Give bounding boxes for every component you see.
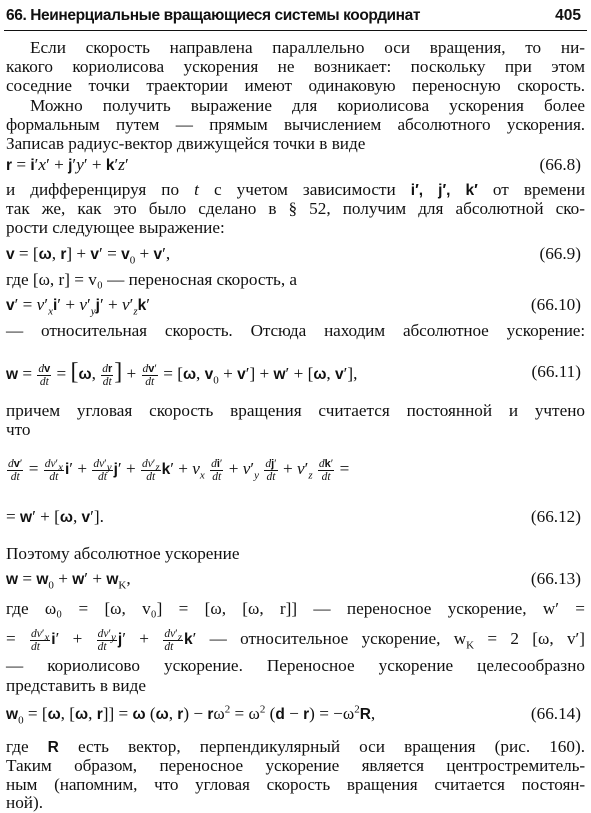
- equation-66-12: [6, 506, 585, 528]
- text-line: представить в виде: [6, 676, 146, 695]
- text-line: Если скорость направлена параллельно оси вращения, то ни-: [30, 38, 585, 57]
- text-line: какого кориолисова ускорения не возникает: поскольку при этом: [6, 57, 585, 76]
- equation-formula: $w_0 = [\omega$, [ω, r]] = ω (ω, $r) - r\omega^2 = \omega^2$ $(d - r) = -\omega^2R$,: [6, 703, 376, 727]
- equation-formula: $v' = v'_xi' + v'_yj' + v'_zk'$: [6, 295, 151, 318]
- text-line: ным (напомним, что угловая скорость вращения считается постоян-: [6, 775, 585, 794]
- text-line: Можно получить выражение для кориолисова ускорения более: [30, 96, 585, 115]
- equation-number: (66.12): [530, 507, 581, 526]
- text-line: Поэтому абсолютное ускорение: [6, 544, 240, 563]
- equation-formula: w = $\frac{dv}{dt}$ = [ω, $\frac{dr}{dt}$ ] + $\frac{dv'}{dt}$ = [ω, $v_0 + v'] + w' + [\omega$, v′],: [6, 359, 358, 388]
- equation-number: (66.10): [530, 295, 581, 314]
- equation-66-8: [6, 154, 585, 176]
- text-line: = $\frac{dv'_x}{dt}$ i′ + $\frac{dv'_y}{dt}$ j′ + $\frac{dv'_z}{dt}$ k′ — относительное ускорение, $w_K = 2$ [ω, v′]: [6, 627, 586, 653]
- text-line: — относительная скорость. Отсюда находим абсолютное ускорение:: [6, 321, 585, 340]
- equation-number: (66.14): [530, 704, 581, 723]
- equation-formula: v = [ω, $r] + v' = v_0 + v'$,: [6, 244, 171, 267]
- page-number: 405: [555, 7, 581, 24]
- page-header: [4, 4, 587, 31]
- equation-formula: $w = w_0 + w' + w_K$,: [6, 569, 131, 592]
- equation-66-11: [6, 356, 585, 388]
- text-line: причем угловая скорость вращения считается постоянной и учтено: [6, 401, 585, 420]
- equation-formula: $\frac{dv'}{dt}$ = $\frac{dv'_x}{dt}$ i′ + $\frac{dv'_y}{dt}$ j′ + $\frac{dv'_z}{dt}$ $k' + v_x$ $\frac{di'}{dt}$ + $v'_y$ $\frac{dj'}{dt}$ + $v'_z$ $\frac{dk'}{dt}$ =: [8, 457, 350, 483]
- text-line: соседние точки траектории имеют одинаковую переносную скорость.: [6, 76, 585, 95]
- text-line: ной).: [6, 793, 44, 812]
- text-line: и дифференцируя по t с учетом зависимости i′, j′, k′ от времени: [6, 180, 586, 199]
- equation-number: (66.8): [539, 155, 581, 174]
- equation-66-10: [6, 294, 585, 316]
- equation-number: (66.11): [531, 362, 581, 381]
- text-line: где ω₀ = [ω, v₀] = [ω, [ω, r]] — переносное ускорение, w′ =: [6, 599, 585, 618]
- equation-number: (66.9): [539, 244, 581, 263]
- text-line: формальным путем — прямым вычислением абсолютного ускорения.: [6, 115, 585, 134]
- text-line: что: [6, 420, 31, 439]
- text-line: Таким образом, переносное ускорение является центростремитель-: [6, 756, 585, 775]
- text-line: так же, как это было сделано в § 52, получим для абсолютной ско-: [6, 199, 585, 218]
- equation-dv-derivative: [6, 449, 585, 489]
- equation-66-14: [6, 703, 585, 725]
- equation-formula: r = i′x′ + j′y′ + k′z′: [6, 155, 129, 174]
- equation-66-13: [6, 568, 585, 590]
- text-line: — кориолисово ускорение. Переносное ускорение целесообразно: [6, 656, 585, 675]
- equation-formula: = w′ + [ω, v′].: [6, 507, 104, 526]
- equation-66-9: [6, 243, 585, 265]
- text-line: рости следующее выражение:: [6, 218, 225, 237]
- equation-number: (66.13): [530, 569, 581, 588]
- text-line: где [ω, r] = v₀ — переносная скорость, а: [6, 270, 298, 289]
- text-line: где R есть вектор, перпендикулярный оси вращения (рис. 160).: [6, 737, 586, 756]
- section-title: 66. Неинерциальные вращающиеся системы координат: [6, 7, 421, 24]
- text-line: Записав радиус-вектор движущейся точки в виде: [6, 134, 366, 153]
